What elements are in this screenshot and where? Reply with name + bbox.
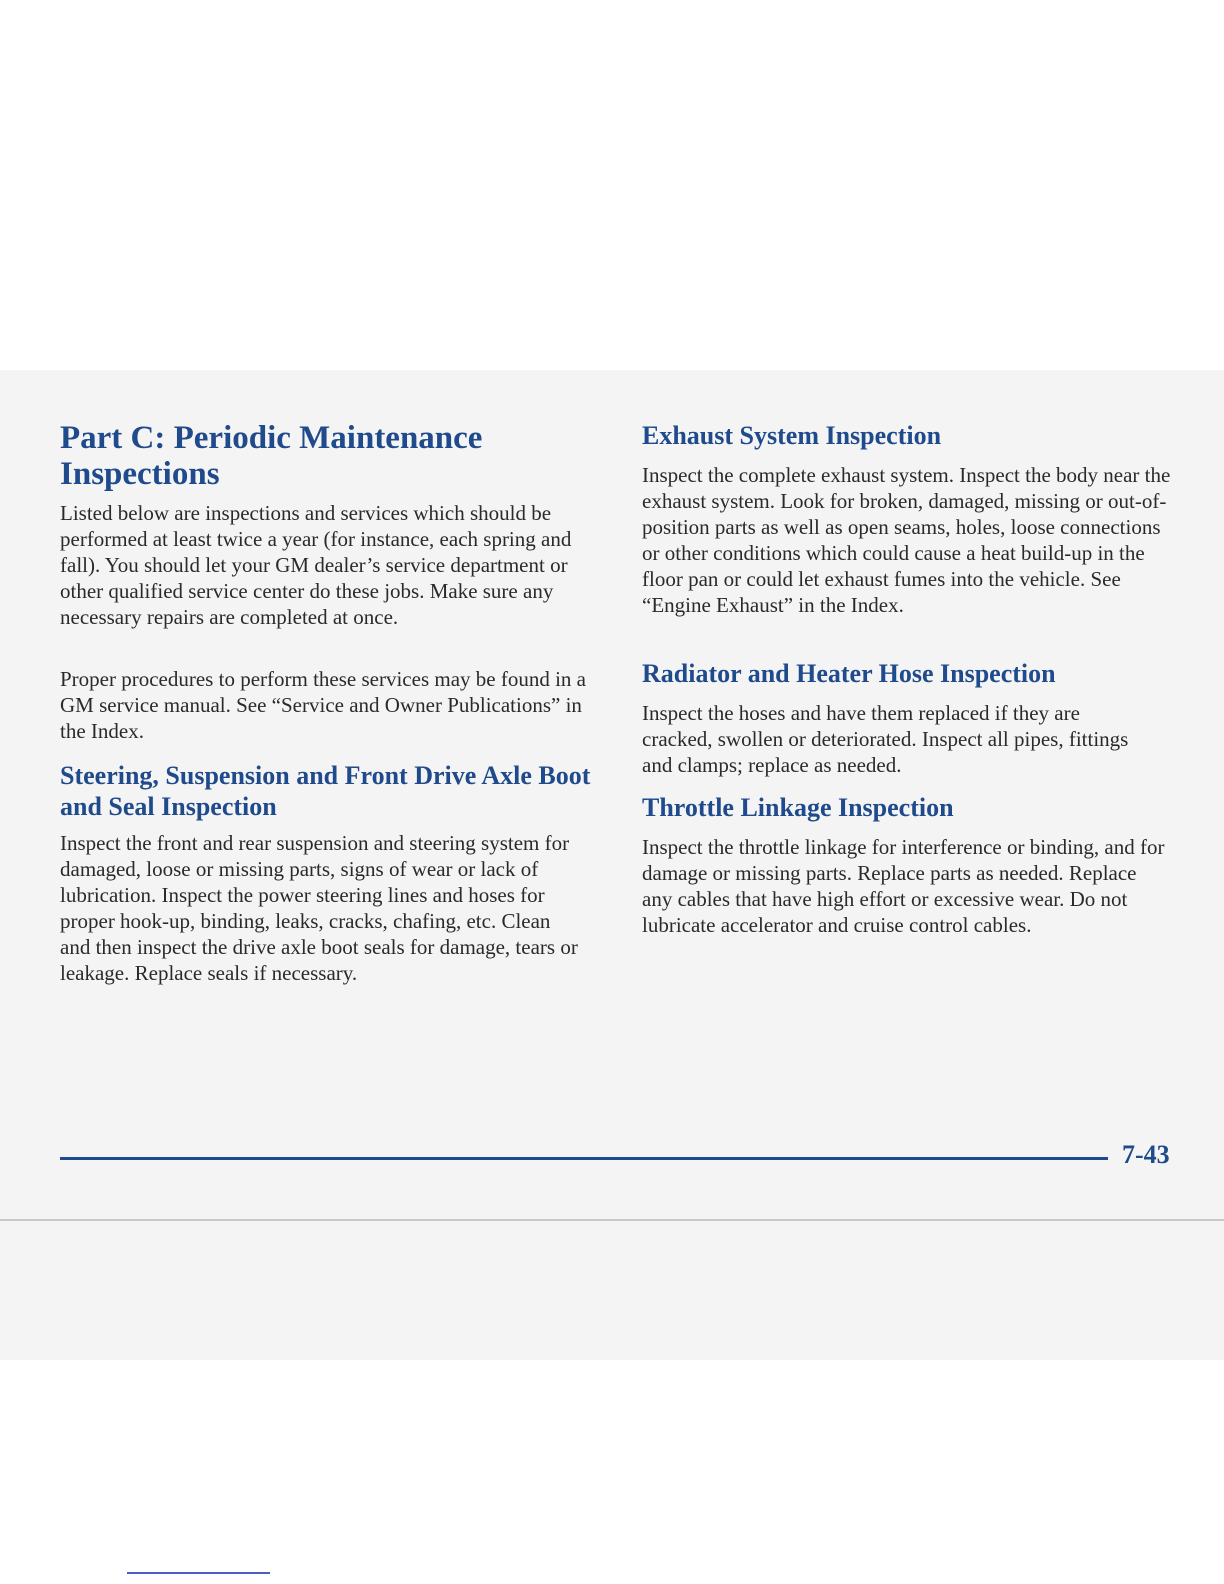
steering-section-heading: Steering, Suspension and Front Drive Axle Boot and Seal Inspection (60, 761, 591, 821)
intro-paragraph-2: Proper procedures to perform these services may be found in a GM service manual. See “Service and Owner Publications” in the Index. (60, 667, 586, 743)
bottom-accent-line (127, 1572, 270, 1574)
page-number: 7-43 (1122, 1140, 1170, 1169)
intro-paragraph-1: Listed below are inspections and services which should be performed at least twice a year (for instance, each spring and fall). You should let your GM dealer’s service department or other qualified service center do these jobs. Make sure any necessary repairs are completed at once. (60, 501, 572, 629)
page-title: Part C: Periodic Maintenance Inspections (60, 420, 483, 492)
steering-section-text: Inspect the front and rear suspension and steering system for damaged, loose or missing parts, signs of wear or lack of lubrication. Inspect the power steering lines and hoses for proper hook-up, binding, leaks, cracks, chafing, etc. Clean and then inspect the drive axle boot seals for damage, tears or leakage. Replace seals if necessary. (60, 831, 578, 985)
throttle-section-heading: Throttle Linkage Inspection (642, 793, 954, 822)
exhaust-section-heading: Exhaust System Inspection (642, 421, 942, 450)
footer-rule (60, 1157, 1108, 1160)
manual-page (0, 370, 1224, 1360)
page-bottom-divider (0, 1219, 1224, 1221)
throttle-section-text: Inspect the throttle linkage for interference or binding, and for damage or missing parts. Replace parts as needed. Replace any cables that have high effort or excessive wear. Do not lubricate accelerator and cruise control cables. (642, 835, 1165, 937)
exhaust-section-text: Inspect the complete exhaust system. Inspect the body near the exhaust system. Look for broken, damaged, missing or out-of-position parts as well as open seams, holes, loose connections or other conditions which could cause a heat build-up in the floor pan or could let exhaust fumes into the vehicle. See “Engine Exhaust” in the Index. (642, 463, 1171, 617)
radiator-section-text: Inspect the hoses and have them replaced if they are cracked, swollen or deteriorated. Inspect all pipes, fittings and clamps; replace as needed. (642, 701, 1129, 777)
radiator-section-heading: Radiator and Heater Hose Inspection (642, 659, 1056, 688)
